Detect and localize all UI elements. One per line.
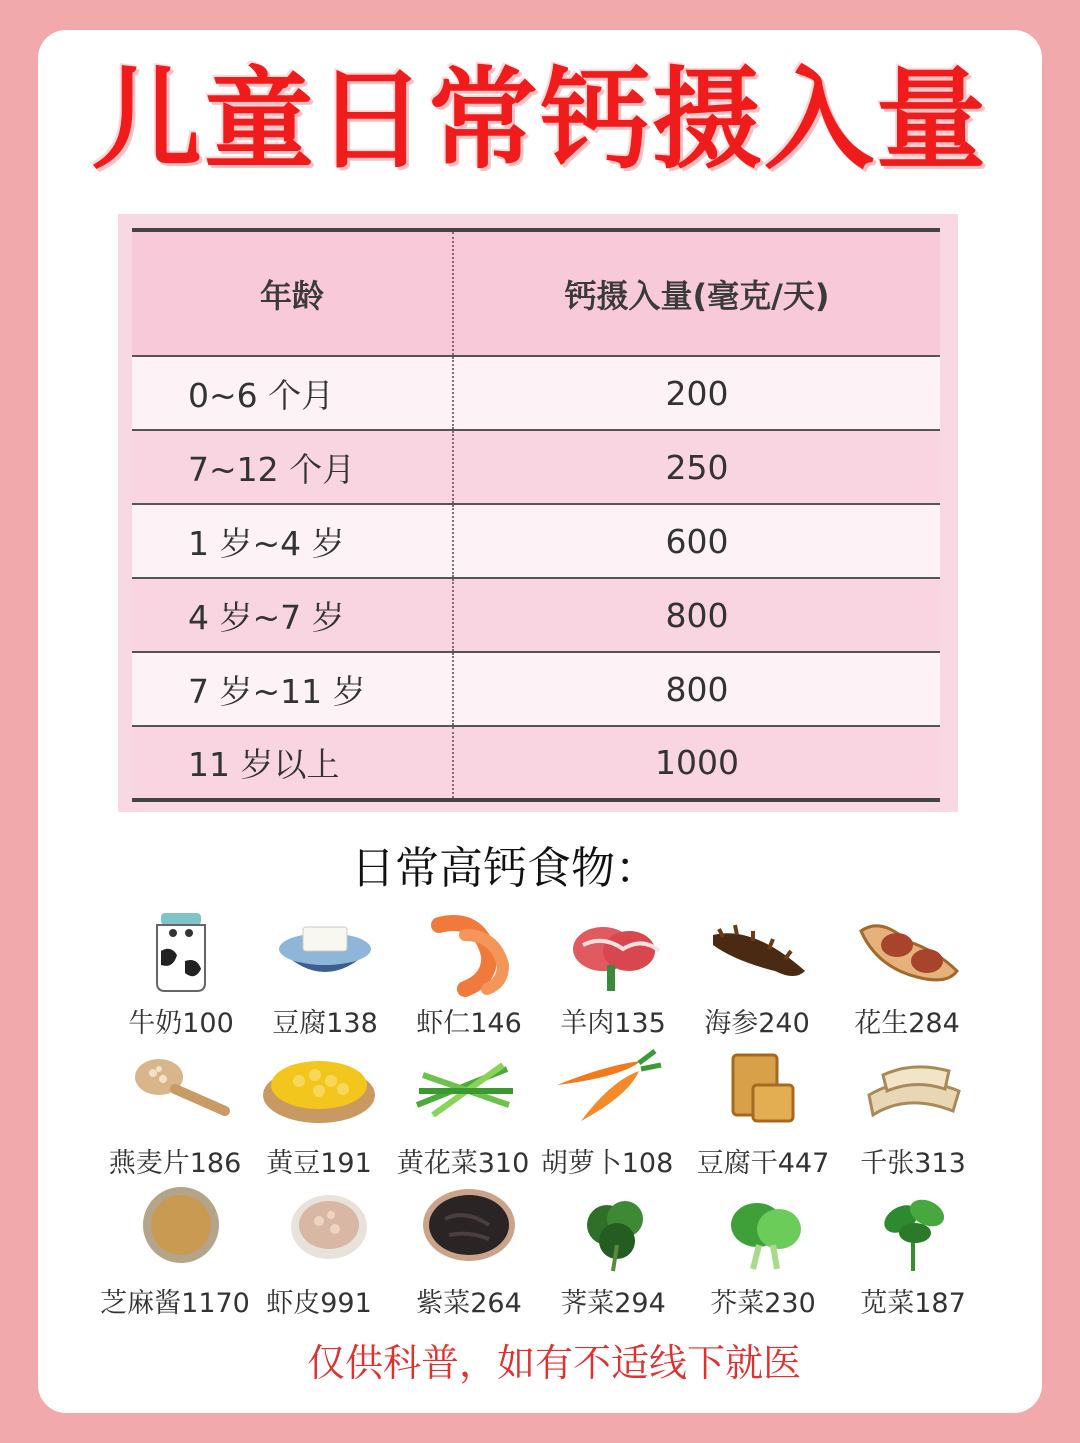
age-cell: 1 岁~4 岁 [132, 504, 453, 578]
calcium-table-panel [118, 214, 958, 812]
food-item [244, 1185, 394, 1320]
food-item [688, 1185, 838, 1320]
food-label: 苋菜187 [860, 1288, 966, 1319]
food-item [532, 1045, 682, 1180]
tofu-icon [265, 905, 385, 997]
table-row [132, 356, 940, 430]
shepherds-purse-icon [553, 1185, 673, 1277]
dried-shrimp-icon [259, 1185, 379, 1277]
age-cell: 7~12 个月 [132, 430, 453, 504]
food-item [688, 1045, 838, 1180]
sea-cucumber-icon [697, 905, 817, 997]
page-title: 儿童日常钙摄入量 [92, 56, 988, 184]
food-item [394, 1185, 544, 1320]
calcium-cell: 600 [453, 504, 940, 578]
table-row [132, 726, 940, 800]
food-label: 千张313 [860, 1148, 966, 1179]
food-item [100, 1045, 250, 1180]
food-label: 豆腐干447 [696, 1148, 830, 1179]
food-label: 芥菜230 [710, 1288, 816, 1319]
calcium-intake-table [132, 228, 940, 802]
food-label: 虾皮991 [266, 1288, 372, 1319]
age-cell: 0~6 个月 [132, 356, 453, 430]
header-calcium: 钙摄入量(毫克/天) [453, 230, 940, 356]
food-item [538, 1185, 688, 1320]
dried-tofu-icon [703, 1045, 823, 1137]
amaranth-icon [853, 1185, 973, 1277]
food-item [250, 905, 400, 1040]
table-row [132, 430, 940, 504]
milk-icon [121, 905, 241, 997]
mustard-greens-icon [703, 1185, 823, 1277]
carrot-icon [547, 1045, 667, 1137]
seaweed-icon [409, 1185, 529, 1277]
food-item [538, 905, 688, 1040]
food-item [244, 1045, 394, 1180]
calcium-cell: 250 [453, 430, 940, 504]
oatmeal-icon [115, 1045, 235, 1137]
food-label: 燕麦片186 [108, 1148, 242, 1179]
food-label: 虾仁146 [416, 1008, 522, 1039]
food-label: 荠菜294 [560, 1288, 666, 1319]
mutton-icon [553, 905, 673, 997]
food-item [838, 1045, 988, 1180]
shrimp-icon [409, 905, 529, 997]
food-label: 胡萝卜108 [540, 1148, 674, 1179]
food-item [682, 905, 832, 1040]
sesame-paste-icon [115, 1185, 235, 1277]
calcium-cell: 800 [453, 578, 940, 652]
age-cell: 11 岁以上 [132, 726, 453, 800]
food-label: 黄花菜310 [396, 1148, 530, 1179]
table-row [132, 652, 940, 726]
food-item [100, 1185, 250, 1320]
age-cell: 4 岁~7 岁 [132, 578, 453, 652]
header-age: 年龄 [132, 230, 453, 356]
table-row [132, 578, 940, 652]
food-label: 黄豆191 [266, 1148, 372, 1179]
food-label: 花生284 [854, 1008, 960, 1039]
foods-subtitle: 日常高钙食物： [351, 843, 659, 894]
food-item [106, 905, 256, 1040]
food-item [838, 1185, 988, 1320]
food-label: 紫菜264 [416, 1288, 522, 1319]
calcium-cell: 800 [453, 652, 940, 726]
disclaimer-note: 仅供科普，如有不适线下就医 [306, 1341, 801, 1385]
food-item [388, 1045, 538, 1180]
table-row [132, 504, 940, 578]
tofu-skin-icon [853, 1045, 973, 1137]
food-item [832, 905, 982, 1040]
food-label: 海参240 [704, 1008, 810, 1039]
calcium-cell: 1000 [453, 726, 940, 800]
calcium-cell: 200 [453, 356, 940, 430]
table-header-row [132, 230, 940, 356]
age-cell: 7 岁~11 岁 [132, 652, 453, 726]
food-label: 芝麻酱1170 [100, 1288, 250, 1319]
food-label: 羊肉135 [560, 1008, 666, 1039]
peanut-icon [847, 905, 967, 997]
food-item [394, 905, 544, 1040]
food-label: 豆腐138 [272, 1008, 378, 1039]
soybean-icon [259, 1045, 379, 1137]
food-label: 牛奶100 [128, 1008, 234, 1039]
daylily-icon [403, 1045, 523, 1137]
